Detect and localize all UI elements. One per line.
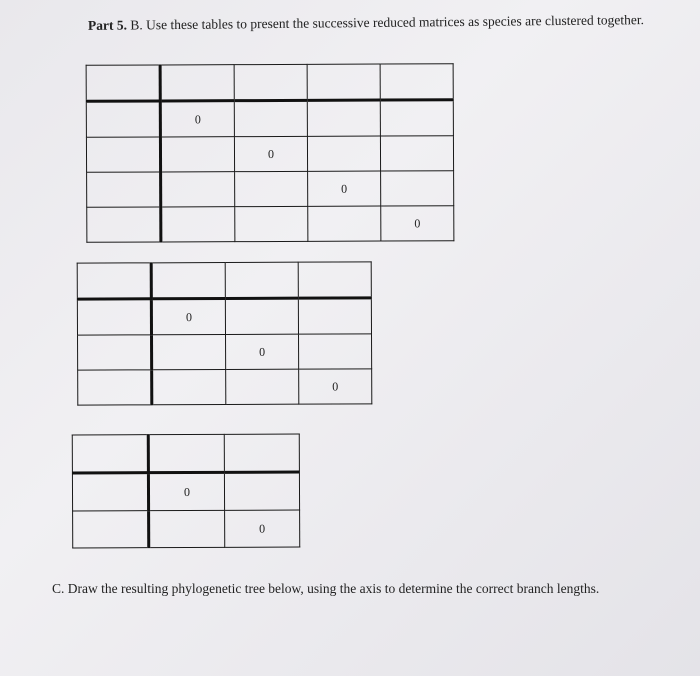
matrix-cell[interactable] [298,298,371,334]
matrix-cell[interactable] [152,369,226,404]
reduced-matrix-3 [72,434,300,549]
header-cell[interactable] [224,434,299,472]
row-label-cell[interactable] [77,299,151,335]
matrix-cell[interactable] [308,206,381,241]
matrix-row [77,262,371,299]
matrix-row [78,334,372,370]
header-cell[interactable] [86,65,160,101]
row-label-cell[interactable] [72,473,148,511]
header-cell[interactable] [160,65,234,101]
matrix-row [87,206,454,243]
matrix-cell[interactable] [149,510,225,547]
matrix-row [77,298,371,335]
reduced-matrix-2 [77,261,373,405]
row-label-cell[interactable] [87,207,161,242]
matrix-cell[interactable]: 0 [381,206,454,241]
part-5b-instructions: B. Use these tables to present the successive reduced matrices as species are clustered together. [130,12,644,33]
matrix-cell[interactable]: 0 [225,510,300,547]
matrix-cell[interactable] [226,369,299,404]
header-cell[interactable] [298,262,371,298]
row-label-cell[interactable] [78,335,152,370]
matrix-cell[interactable] [234,100,307,136]
part-c-instructions: C. Draw the resulting phylogenetic tree below, using the axis to determine the correct branch lengths. [52,581,600,596]
header-cell[interactable] [72,435,148,473]
matrix-row [73,510,300,548]
matrix-cell[interactable]: 0 [160,101,234,137]
matrix-cell[interactable] [225,298,298,334]
matrix-row [86,64,453,102]
part-5b-heading [88,11,648,35]
matrix-cell[interactable] [152,334,226,369]
part-label: Part 5. [87,17,128,33]
matrix-cell[interactable] [235,206,308,241]
matrix-cell[interactable] [161,207,235,242]
matrix-cell[interactable] [224,472,299,510]
header-cell[interactable] [307,64,380,100]
matrix-cell[interactable]: 0 [308,171,381,206]
matrix-row [78,369,372,405]
matrix-row [86,100,453,138]
matrix-row [72,472,299,511]
header-cell[interactable] [148,434,224,472]
row-label-cell[interactable] [73,511,149,548]
header-cell[interactable] [77,263,151,299]
matrix-row [86,136,453,173]
row-label-cell[interactable] [86,137,160,172]
matrix-row [72,434,299,473]
matrix-cell[interactable]: 0 [151,298,225,334]
matrix-cell[interactable]: 0 [226,334,299,369]
row-label-cell[interactable] [87,172,161,207]
header-cell[interactable] [225,262,298,298]
matrix-cell[interactable]: 0 [234,136,307,171]
matrix-row [87,171,454,208]
row-label-cell[interactable] [78,370,152,405]
matrix-cell[interactable] [235,171,308,206]
matrix-cell[interactable] [380,136,453,171]
row-label-cell[interactable] [86,101,160,137]
matrix-cell[interactable]: 0 [148,472,224,510]
matrix-cell[interactable] [307,136,380,171]
matrix-cell[interactable] [380,100,453,136]
matrix-cell[interactable]: 0 [299,369,372,404]
header-cell[interactable] [151,262,225,298]
matrix-cell[interactable] [160,137,234,172]
reduced-matrix-1 [86,63,455,243]
matrix-cell[interactable] [299,334,372,369]
header-cell[interactable] [380,64,453,100]
header-cell[interactable] [234,64,307,100]
matrix-cell[interactable] [161,172,235,207]
matrix-cell[interactable] [381,171,454,206]
matrix-cell[interactable] [307,100,380,136]
